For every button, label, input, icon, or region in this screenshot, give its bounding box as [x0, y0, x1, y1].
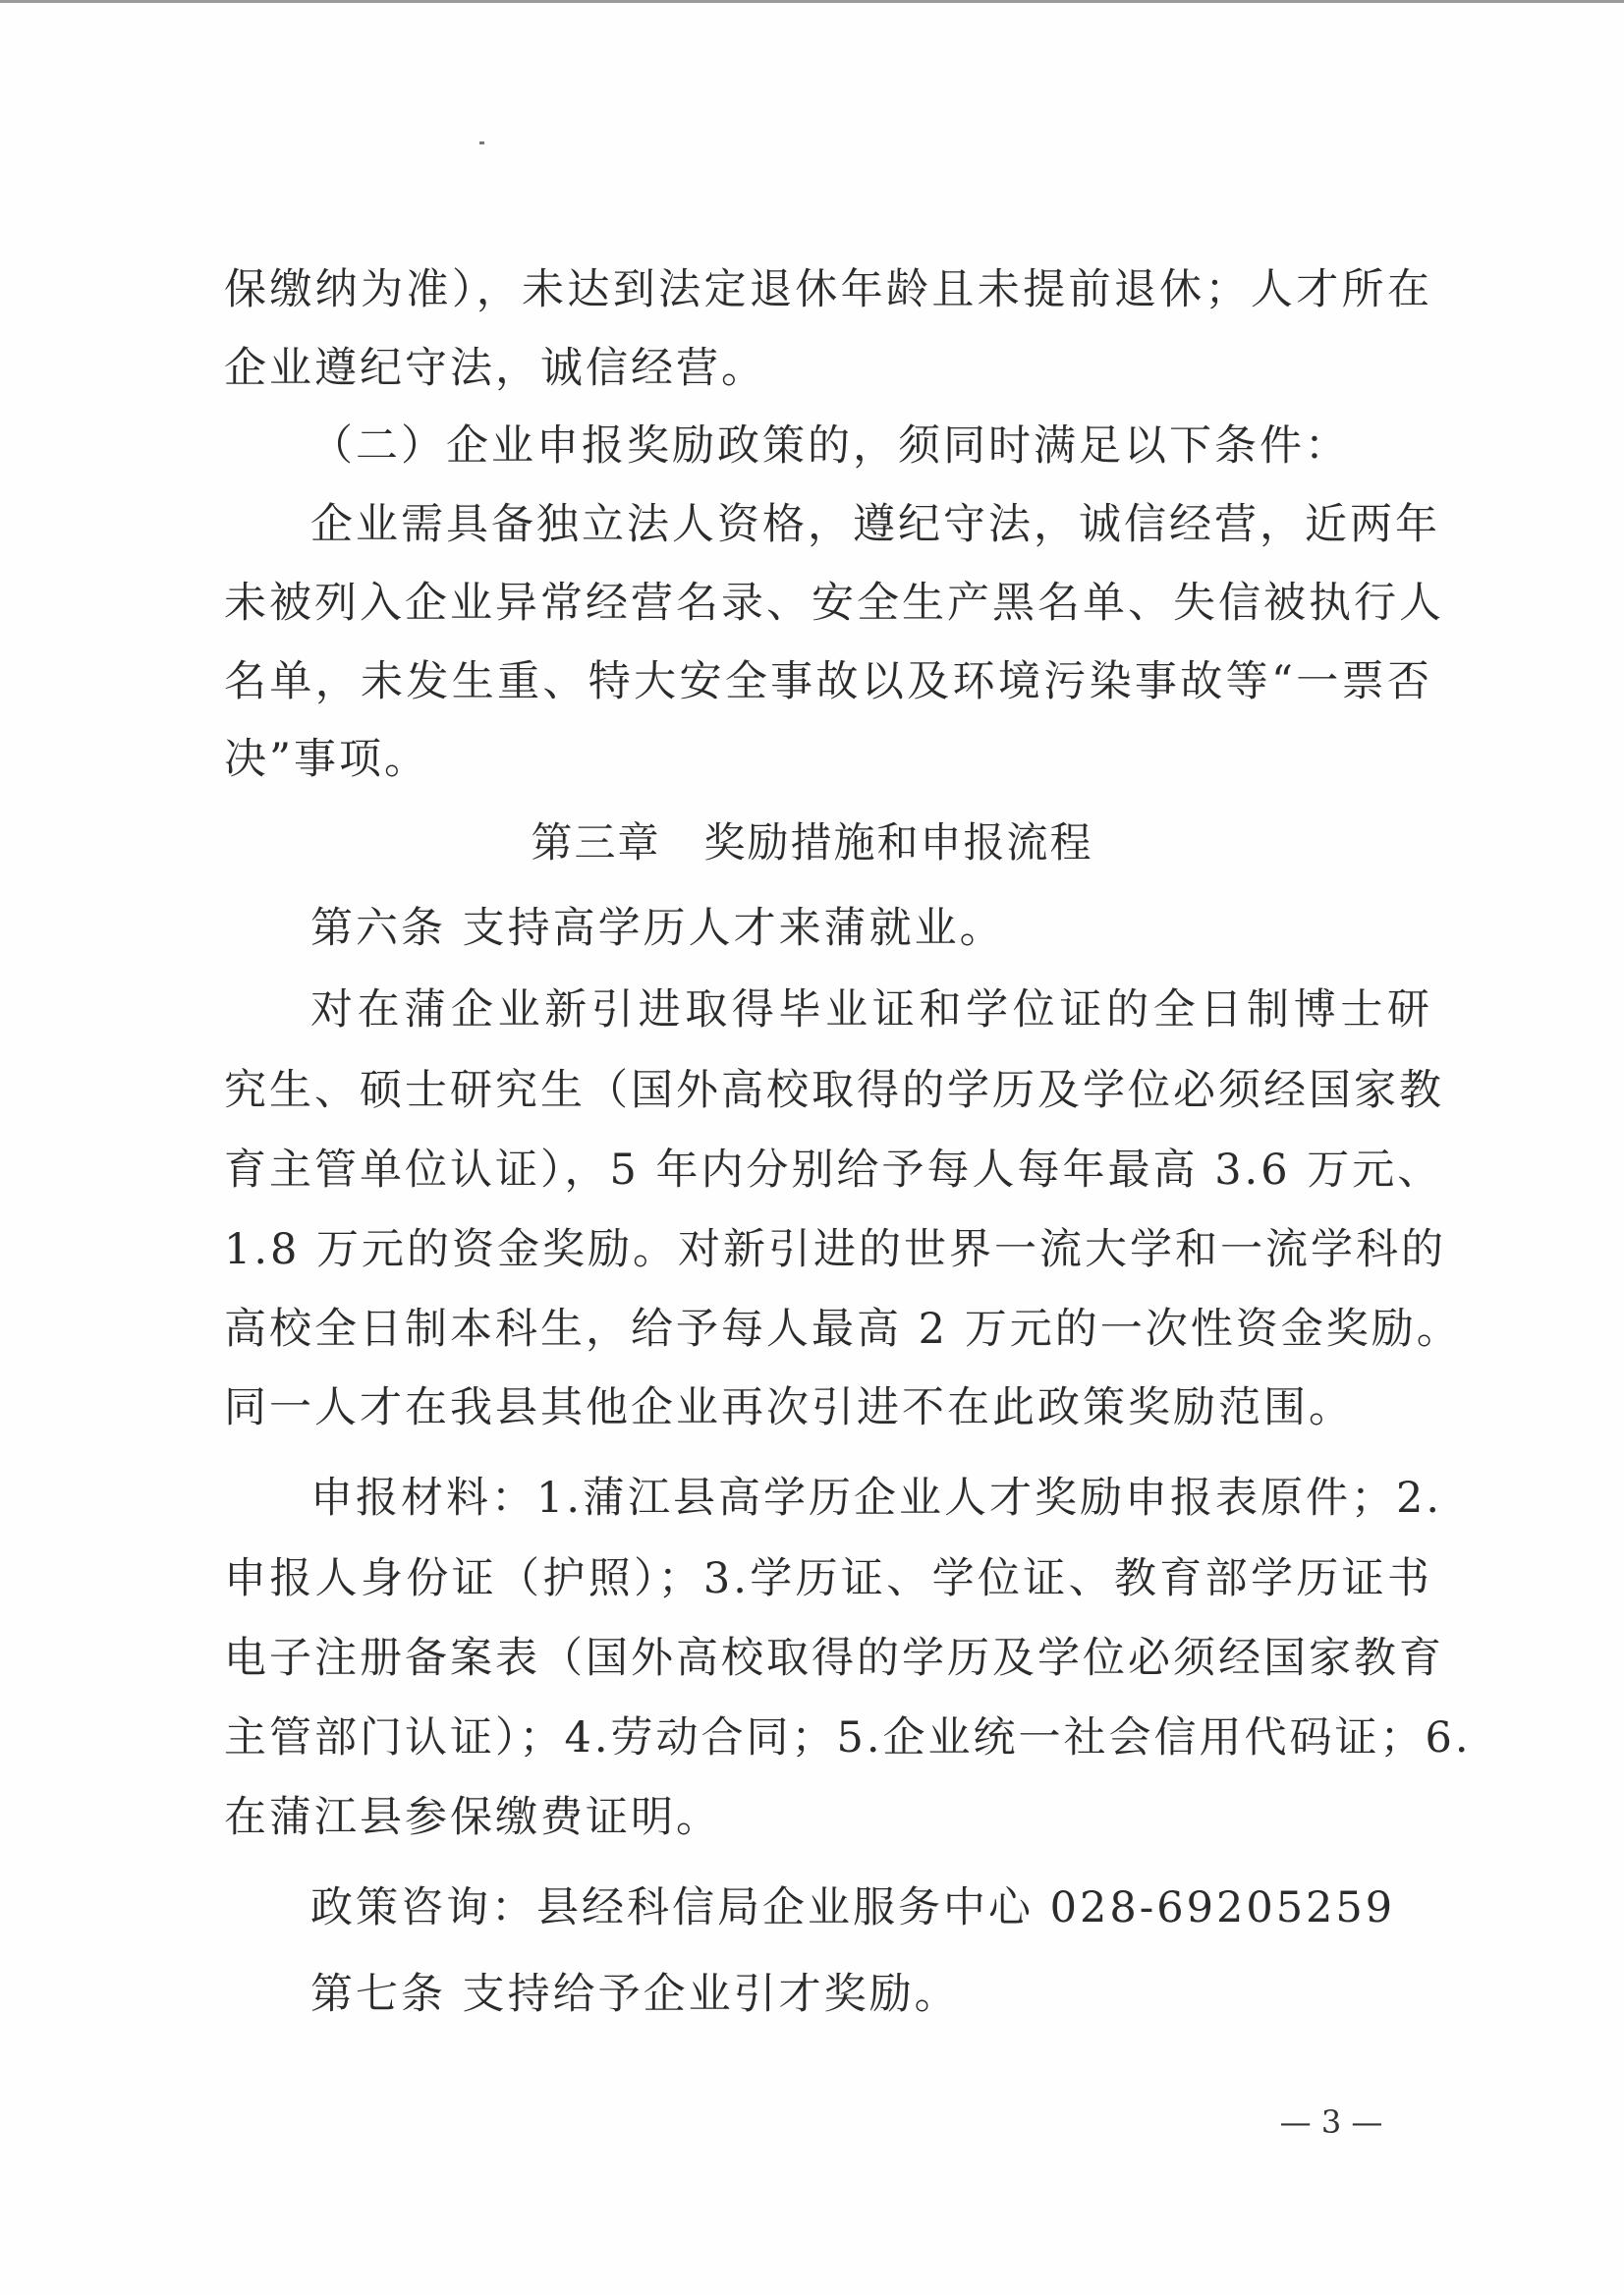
scan-top-edge — [0, 0, 1624, 3]
paragraph-line: 育主管单位认证），5 年内分别给予每人每年最高 3.6 万元、 — [224, 1146, 1443, 1195]
paragraph-line: 1.8 万元的资金奖励。对新引进的世界一流大学和一流学科的 — [224, 1225, 1447, 1274]
article-title: 第七条 支持给予企业引才奖励。 — [310, 1970, 960, 2019]
paragraph-line: 企业遵纪守法，诚信经营。 — [224, 344, 766, 393]
paragraph-line: 究生、硕士研究生（国外高校取得的学历及学位必须经国家教 — [224, 1066, 1444, 1115]
paragraph-line: 同一人才在我县其他企业再次引进不在此政策奖励范围。 — [224, 1383, 1354, 1432]
paragraph-line: 未被列入企业异常经营名录、安全生产黑名单、失信被执行人 — [224, 579, 1444, 628]
paragraph-line: 高校全日制本科生，给予每人最高 2 万元的一次性资金奖励。 — [224, 1305, 1462, 1354]
paragraph-line: （二）企业申报奖励政策的，须同时满足以下条件： — [310, 421, 1350, 471]
paragraph-line: 申报人身份证（护照）；3.学历证、学位证、教育部学历证书 — [224, 1554, 1432, 1603]
consultation-line: 政策咨询：县经科信局企业服务中心 028-69205259 — [310, 1883, 1396, 1932]
chapter-heading: 第三章 奖励措施和申报流程 — [531, 818, 1093, 867]
article-title: 第六条 支持高学历人才来蒲就业。 — [310, 904, 1005, 953]
paragraph-line: 电子注册备案表（国外高校取得的学历及学位必须经国家教育 — [224, 1634, 1444, 1683]
paragraph-line: 决”事项。 — [224, 735, 429, 784]
page-number: — 3 — — [1279, 2103, 1383, 2141]
paragraph-line: 企业需具备独立法人资格，遵纪守法，诚信经营，近两年 — [310, 500, 1440, 549]
paragraph-line: 保缴纳为准），未达到法定退休年龄且未提前退休；人才所在 — [224, 265, 1432, 314]
paragraph-line: 申报材料：1.蒲江县高学历企业人才奖励申报表原件；2. — [310, 1474, 1443, 1523]
paragraph-line: 对在蒲企业新引进取得毕业证和学位证的全日制博士研 — [310, 985, 1432, 1035]
paragraph-line: 在蒲江县参保缴费证明。 — [224, 1793, 721, 1842]
paragraph-line: 主管部门认证）；4.劳动合同；5.企业统一社会信用代码证；6. — [224, 1713, 1472, 1763]
scan-speck — [479, 141, 484, 144]
paragraph-line: 名单，未发生重、特大安全事故以及环境污染事故等“一票否 — [224, 657, 1432, 706]
